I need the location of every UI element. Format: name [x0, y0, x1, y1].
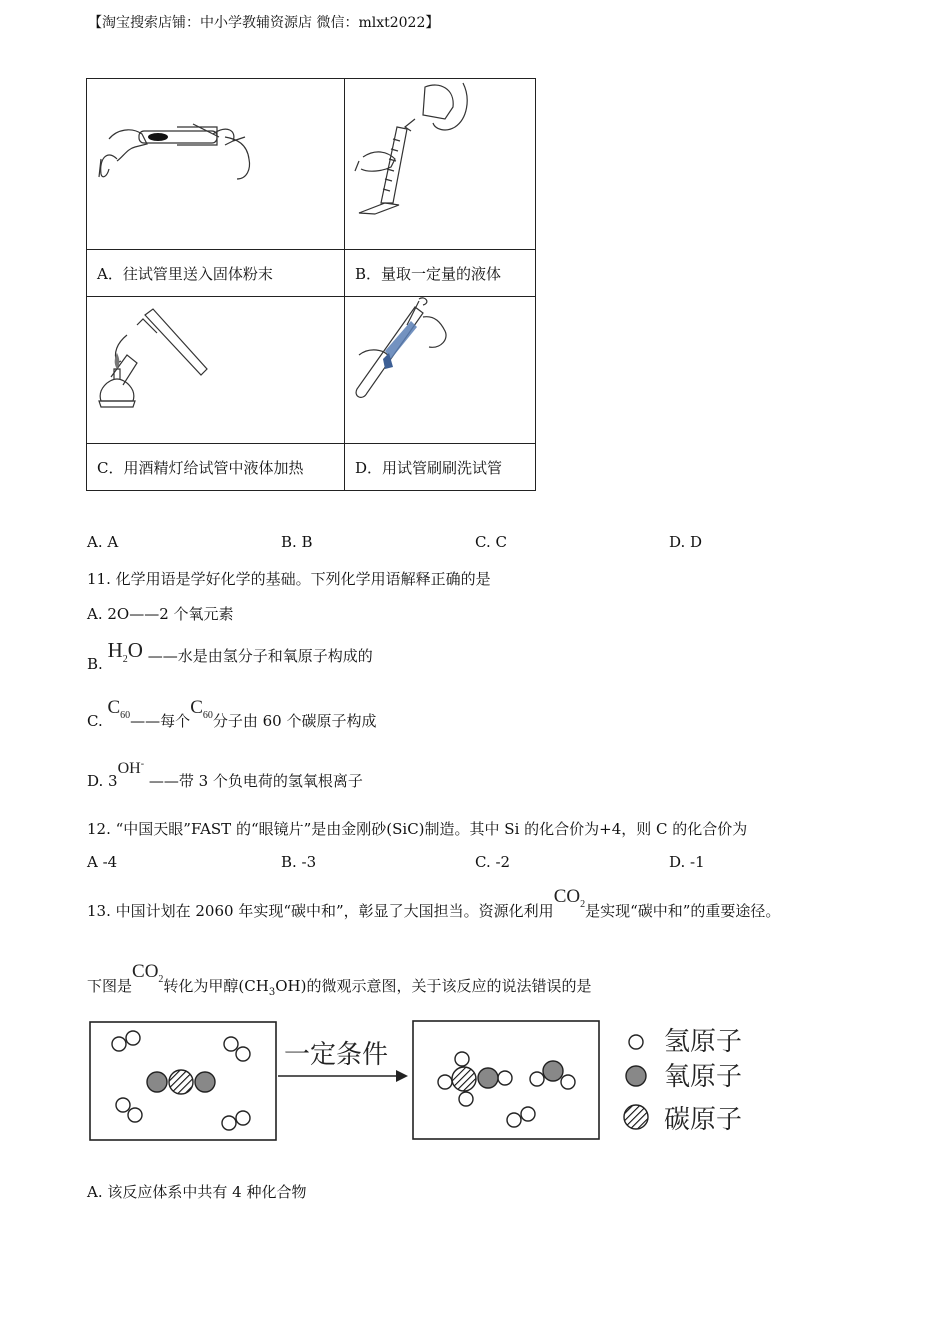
- oxygen-atom: [147, 1072, 167, 1092]
- formula-c60: $C_{60}$: [107, 697, 131, 721]
- hydrogen-atom: [222, 1116, 236, 1130]
- legend-carbon-icon: [624, 1105, 648, 1129]
- q12-option-b[interactable]: B. -3: [281, 853, 317, 871]
- q11-option-a[interactable]: A. 2O——2 个氧元素: [87, 605, 234, 623]
- legend-hydrogen-label: 氢原子: [664, 1027, 743, 1057]
- q12-stem: 12. “中国天眼”FAST 的“眼镜片”是由金刚砂(SiC)制造。其中 Si 的化合价为+4，则 C 的化合价为: [87, 820, 748, 838]
- hydrogen-atom: [128, 1108, 142, 1122]
- q13-option-a[interactable]: A. 该反应体系中共有 4 种化合物: [87, 1183, 307, 1201]
- caption-c: C．用酒精灯给试管中液体加热: [87, 444, 345, 491]
- formula-h2o: $H_2O$: [107, 638, 143, 666]
- q10-option-a[interactable]: A. A: [87, 533, 119, 551]
- cylinder-body: [381, 127, 407, 203]
- q11-stem: 11. 化学用语是学好化学的基础。下列化学用语解释正确的是: [87, 570, 491, 588]
- experiment-table: [86, 78, 536, 491]
- caption-a: A．往试管里送入固体粉末: [87, 250, 345, 297]
- q13-line2-b: 转化为甲醇$(CH_3OH)$的微观示意图，关于该反应的说法错误的是: [163, 977, 592, 998]
- q11-option-d[interactable]: [87, 757, 363, 790]
- legend-carbon-label: 碳原子: [664, 1105, 743, 1135]
- carbon-atom: [169, 1070, 193, 1094]
- arrow-head: [396, 1070, 408, 1082]
- legend-hydrogen-icon: [629, 1035, 643, 1049]
- hydrogen-atom: [455, 1052, 469, 1066]
- formula-co2-2: $CO_2$: [132, 961, 164, 985]
- formula-co2: $CO_2$: [553, 886, 586, 910]
- cell-c-image: [87, 297, 345, 444]
- test-tube: [145, 309, 207, 375]
- lamp-body: [100, 379, 134, 401]
- option-c-prefix: C.: [87, 712, 108, 730]
- hydrogen-atom: [126, 1031, 140, 1045]
- formula-c60-2: $C_{60}$: [190, 697, 213, 721]
- reaction-diagram: [86, 1015, 766, 1150]
- hydrogen-atom: [507, 1113, 521, 1127]
- option-c-text1: ——每个: [130, 712, 191, 730]
- hydrogen-atom: [236, 1047, 250, 1061]
- bottle: [423, 85, 453, 119]
- oxygen-atom: [195, 1072, 215, 1092]
- page-header: 【淘宝搜索店铺：中小学教辅资源店 微信：mlxt2022】: [88, 15, 440, 31]
- option-d-text: ——带 3 个负电荷的氢氧根离子: [148, 772, 363, 790]
- hydrogen-atom: [116, 1098, 130, 1112]
- oxygen-atom: [543, 1061, 563, 1081]
- cell-a-image: [87, 79, 345, 250]
- option-b-prefix: B.: [87, 655, 108, 673]
- powder-heap: [148, 133, 168, 141]
- graduated-cylinder-pouring-illustration: [345, 79, 525, 249]
- caption-d: D．用试管刷刷洗试管: [345, 444, 536, 491]
- test-tube-brush-illustration: [345, 297, 525, 443]
- q13-line1: [87, 886, 781, 920]
- alcohol-lamp-heating-illustration: [87, 297, 334, 443]
- hydrogen-atom: [236, 1111, 250, 1125]
- q12-option-c[interactable]: C. -2: [475, 853, 511, 871]
- hydrogen-atom: [224, 1037, 238, 1051]
- option-b-text: ——水是由氢分子和氧原子构成的: [147, 647, 373, 665]
- option-d-prefix: D. 3: [87, 772, 118, 790]
- q10-option-d[interactable]: D. D: [669, 533, 703, 551]
- oxygen-atom: [478, 1068, 498, 1088]
- hydrogen-atom: [521, 1107, 535, 1121]
- hydrogen-atom: [561, 1075, 575, 1089]
- test-tube-powder-illustration: [87, 79, 334, 249]
- carbon-atom: [452, 1067, 476, 1091]
- arrow-label: 一定条件: [284, 1040, 389, 1070]
- legend: [624, 1035, 648, 1129]
- reactant-molecules: [112, 1031, 250, 1130]
- left-hand-shape: [101, 155, 117, 177]
- option-c-text2: 分子由 60 个碳原子构成: [212, 712, 377, 730]
- hydrogen-atom: [459, 1092, 473, 1106]
- formula-oh: OH-: [117, 758, 145, 777]
- hydrogen-atom: [498, 1071, 512, 1085]
- caption-b: B．量取一定量的液体: [345, 250, 536, 297]
- q13-line2-a: 下图是: [87, 977, 133, 995]
- q13-line2: [87, 961, 592, 998]
- legend-oxygen-icon: [626, 1066, 646, 1086]
- q12-option-a[interactable]: A -4: [87, 853, 118, 871]
- cell-d-image: [345, 297, 536, 444]
- q11-option-c[interactable]: [87, 697, 377, 730]
- cell-b-image: [345, 79, 536, 250]
- q11-option-b[interactable]: [87, 638, 373, 673]
- product-molecules: [438, 1052, 575, 1127]
- q10-option-c[interactable]: C. C: [475, 533, 507, 551]
- legend-oxygen-label: 氧原子: [664, 1062, 743, 1092]
- hydrogen-atom: [112, 1037, 126, 1051]
- q10-option-b[interactable]: B. B: [281, 533, 313, 551]
- q13-line1-a: 13. 中国计划在 2060 年实现“碳中和”，彰显了大国担当。资源化利用: [87, 902, 554, 920]
- q12-option-d[interactable]: D. -1: [669, 853, 705, 871]
- q13-line1-b: 是实现“碳中和”的重要途径。: [585, 902, 781, 920]
- hydrogen-atom: [530, 1072, 544, 1086]
- hydrogen-atom: [438, 1075, 452, 1089]
